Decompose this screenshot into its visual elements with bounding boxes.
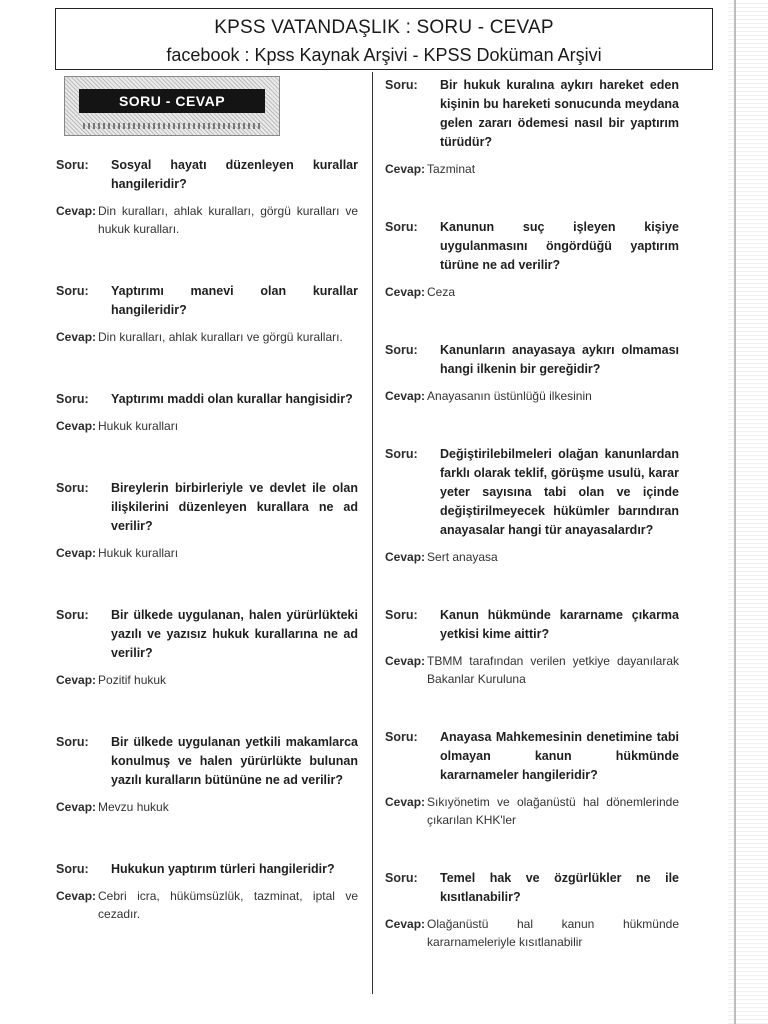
qa-item [385, 869, 679, 951]
qa-item [56, 156, 358, 238]
answer-text: Hukuk kuralları [98, 419, 179, 433]
question [56, 282, 358, 320]
qa-item [385, 606, 679, 688]
question-text: Yaptırımı manevi olan kurallar hangileridir? [111, 284, 358, 317]
question-label: Soru: [56, 862, 89, 876]
qa-item [56, 860, 358, 923]
answer-label: Cevap: [385, 162, 426, 176]
answer-text: Cebri icra, hükümsüzlük, tazminat, iptal ve cezadır. [98, 889, 358, 921]
question [385, 76, 679, 152]
question-text: Anayasa Mahkemesinin denetimine tabi olmayan kanun hükmünde kararnameler hangileridir? [440, 730, 679, 782]
answer [56, 887, 358, 923]
page-title: KPSS VATANDAŞLIK : SORU - CEVAP [214, 17, 554, 38]
right-qa-list [385, 76, 679, 951]
question-label: Soru: [385, 871, 418, 885]
question [385, 218, 679, 275]
answer-label: Cevap: [385, 389, 426, 403]
question [56, 606, 358, 663]
answer-text: Sert anayasa [427, 550, 498, 564]
answer-label: Cevap: [385, 917, 426, 931]
question-label: Soru: [385, 608, 418, 622]
section-banner-label: SORU - CEVAP [79, 89, 265, 113]
answer-label: Cevap: [56, 330, 97, 344]
answer-text: Tazminat [427, 162, 476, 176]
answer [56, 417, 358, 435]
question-text: Bir hukuk kuralına aykırı hareket eden kişinin bu hareketi sonucunda meydana gelen zararı ödemesi nasıl bir yaptırım türüdür? [440, 78, 679, 149]
answer-label: Cevap: [385, 654, 426, 668]
answer [56, 544, 358, 562]
answer-text: TBMM tarafından verilen yetkiye dayanılarak Bakanlar Kuruluna [427, 654, 679, 686]
answer-label: Cevap: [56, 673, 97, 687]
question-label: Soru: [56, 608, 89, 622]
question [385, 445, 679, 540]
question-text: Sosyal hayatı düzenleyen kurallar hangileridir? [111, 158, 358, 191]
answer [385, 548, 679, 566]
question-label: Soru: [385, 447, 418, 461]
answer-label: Cevap: [56, 546, 97, 560]
answer-label: Cevap: [385, 285, 426, 299]
question [56, 156, 358, 194]
page-header [55, 8, 713, 70]
right-column [385, 72, 679, 951]
answer-text: Ceza [427, 285, 456, 299]
page-subtitle: facebook : Kpss Kaynak Arşivi - KPSS Doküman Arşivi [166, 45, 602, 65]
answer [385, 387, 679, 405]
answer-text: Din kuralları, ahlak kuralları ve görgü kuralları. [98, 330, 343, 344]
question [56, 860, 358, 879]
section-banner [64, 76, 280, 136]
question-text: Değiştirilebilmeleri olağan kanunlardan farklı olarak teklif, görüşme usulü, karar yeter sayısına tabi olan ve içinde değiştirilmeyecek hükümler barındıran anayasalar hangi tür anayasalardır? [440, 447, 679, 537]
question-text: Bir ülkede uygulanan, halen yürürlükteki yazılı ve yazısız hukuk kurallarına ne ad verilir? [111, 608, 358, 660]
answer-text: Din kuralları, ahlak kuralları, görgü kuralları ve hukuk kuralları. [98, 204, 358, 236]
answer [56, 202, 358, 238]
qa-item [385, 445, 679, 566]
answer-label: Cevap: [56, 204, 97, 218]
qa-item [56, 390, 358, 435]
qa-item [385, 76, 679, 178]
answer [385, 160, 679, 178]
answer [385, 793, 679, 829]
answer-label: Cevap: [385, 550, 426, 564]
question [385, 606, 679, 644]
question-label: Soru: [385, 730, 418, 744]
answer [385, 915, 679, 951]
qa-item [385, 218, 679, 301]
question-text: Yaptırımı maddi olan kurallar hangisidir? [111, 392, 353, 406]
left-qa-list [56, 156, 358, 923]
question [385, 869, 679, 907]
question-text: Hukukun yaptırım türleri hangileridir? [111, 862, 335, 876]
answer-text: Anayasanın üstünlüğü ilkesinin [427, 389, 592, 403]
answer [56, 798, 358, 816]
qa-item [385, 728, 679, 829]
question-text: Kanunun suç işleyen kişiye uygulanmasını öngördüğü yaptırım türüne ne ad verilir? [440, 220, 679, 272]
question-label: Soru: [385, 220, 418, 234]
question-text: Temel hak ve özgürlükler ne ile kısıtlanabilir? [440, 871, 679, 904]
answer [385, 652, 679, 688]
question-label: Soru: [56, 481, 89, 495]
qa-item [385, 341, 679, 405]
question [56, 479, 358, 536]
banner-decoration [83, 123, 263, 129]
question-label: Soru: [56, 284, 89, 298]
question-text: Bireylerin birbirleriyle ve devlet ile olan ilişkilerini düzenleyen kurallara ne ad verilir? [111, 481, 358, 533]
qa-item [56, 733, 358, 816]
question [56, 390, 358, 409]
question-label: Soru: [385, 343, 418, 357]
answer-text: Mevzu hukuk [98, 800, 169, 814]
answer-label: Cevap: [56, 800, 97, 814]
qa-item [56, 606, 358, 689]
question-text: Kanun hükmünde kararname çıkarma yetkisi kime aittir? [440, 608, 679, 641]
answer [385, 283, 679, 301]
answer-text: Olağanüstü hal kanun hükmünde kararnameleriyle kısıtlanabilir [427, 917, 679, 949]
answer [56, 671, 358, 689]
answer-label: Cevap: [385, 795, 426, 809]
question-label: Soru: [385, 78, 418, 92]
qa-item [56, 282, 358, 346]
answer-text: Pozitif hukuk [98, 673, 167, 687]
question [56, 733, 358, 790]
answer-label: Cevap: [56, 419, 97, 433]
question-label: Soru: [56, 735, 89, 749]
answer-text: Sıkıyönetim ve olağanüstü hal dönemlerinde çıkarılan KHK'ler [427, 795, 679, 827]
answer-label: Cevap: [56, 889, 97, 903]
question [385, 728, 679, 785]
question-text: Kanunların anayasaya aykırı olmaması hangi ilkenin bir gereğidir? [440, 343, 679, 376]
scan-edge-line [734, 0, 736, 1024]
answer-text: Hukuk kuralları [98, 546, 179, 560]
question-label: Soru: [56, 158, 89, 172]
question-label: Soru: [56, 392, 89, 406]
answer [56, 328, 358, 346]
left-column [56, 72, 358, 923]
column-divider [372, 72, 373, 994]
question-text: Bir ülkede uygulanan yetkili makamlarca konulmuş ve halen yürürlükte bulunan yazılı kuralların bütününe ne ad verilir? [111, 735, 358, 787]
question [385, 341, 679, 379]
qa-item [56, 479, 358, 562]
